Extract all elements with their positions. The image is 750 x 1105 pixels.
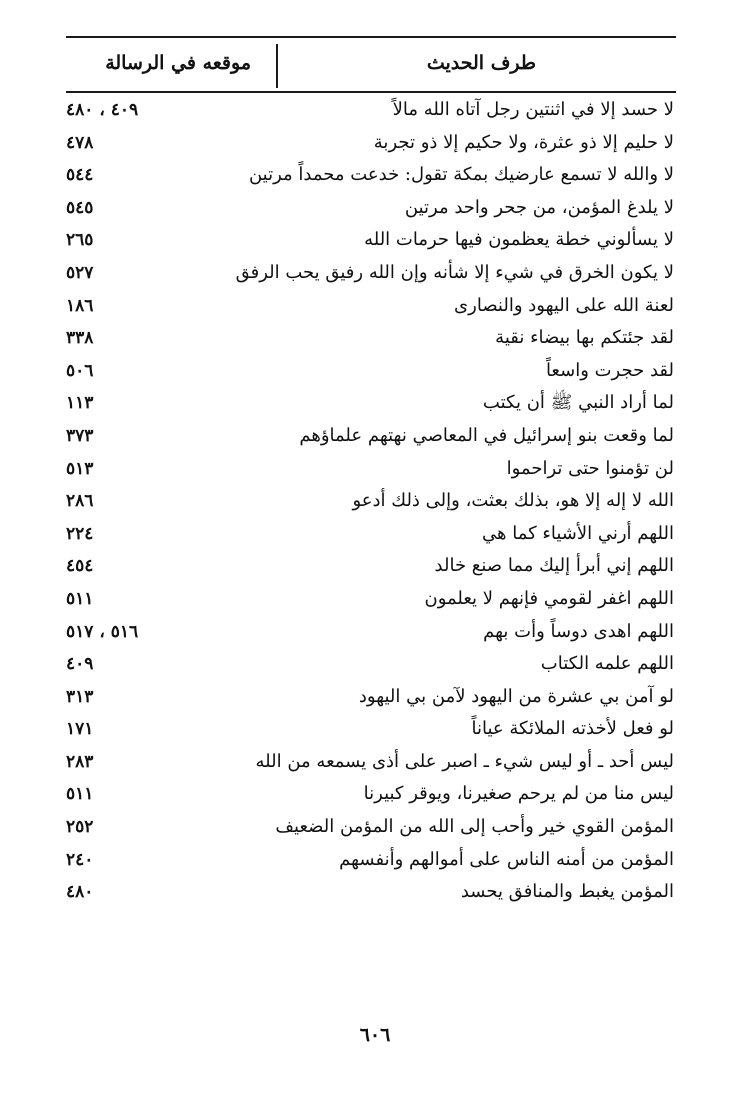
page-reference: ١٨٦ bbox=[66, 295, 94, 316]
hadith-incipit: لما وقعت بنو إسرائيل في المعاصي نهتهم علماؤهم bbox=[299, 424, 674, 446]
page-reference: ٥٤٥ bbox=[66, 197, 94, 218]
hadith-index-list bbox=[66, 95, 676, 910]
page-reference: ٣٧٣ bbox=[66, 425, 94, 446]
location-column-header: موقعه في الرسالة bbox=[105, 52, 251, 74]
page-reference: ٣١٣ bbox=[66, 686, 94, 707]
index-entry bbox=[66, 388, 676, 421]
index-entry bbox=[66, 193, 676, 226]
hadith-incipit: اللهم علمه الكتاب bbox=[540, 653, 674, 675]
page-reference: ٤٥٤ bbox=[66, 556, 94, 577]
index-entry bbox=[66, 747, 676, 780]
hadith-incipit: ليس منا من لم يرحم صغيرنا، ويوقر كبيرنا bbox=[363, 783, 674, 805]
hadith-incipit: لا يكون الخرق في شيء إلا شأنه وإن الله رفيق يحب الرفق bbox=[235, 261, 674, 283]
hadith-incipit: لو فعل لأخذته الملائكة عياناً bbox=[471, 718, 674, 740]
hadith-incipit: لما أراد النبي ﷺ أن يكتب bbox=[482, 392, 674, 414]
page-reference: ٥١٣ bbox=[66, 458, 94, 479]
page-reference: ١٧١ bbox=[66, 719, 94, 740]
page-reference: ٥١٦ ، ٥١٧ bbox=[66, 621, 139, 642]
page-reference: ٥٠٦ bbox=[66, 360, 94, 381]
hadith-incipit: المؤمن القوي خير وأحب إلى الله من المؤمن الضعيف bbox=[275, 816, 674, 838]
index-entry bbox=[66, 421, 676, 454]
page-reference: ٢٨٣ bbox=[66, 751, 94, 772]
page-reference: ٤٠٩ bbox=[66, 654, 94, 675]
hadith-incipit: لقد حجرت واسعاً bbox=[545, 359, 674, 381]
page-reference: ٥٤٤ bbox=[66, 165, 94, 186]
hadith-incipit: اللهم اغفر لقومي فإنهم لا يعلمون bbox=[424, 587, 674, 609]
page-reference: ٥٢٧ bbox=[66, 262, 94, 283]
index-entry bbox=[66, 779, 676, 812]
index-entry bbox=[66, 649, 676, 682]
index-entry bbox=[66, 258, 676, 291]
hadith-incipit: لعنة الله على اليهود والنصارى bbox=[454, 294, 674, 316]
index-entry bbox=[66, 551, 676, 584]
hadith-incipit: ليس أحد ـ أو ليس شيء ـ اصبر على أذى يسمعه من الله bbox=[255, 750, 674, 772]
table-header bbox=[66, 44, 676, 88]
page-reference: ٢٤٠ bbox=[66, 849, 94, 870]
index-entry bbox=[66, 95, 676, 128]
hadith-incipit: لا حليم إلا ذو عثرة، ولا حكيم إلا ذو تجربة bbox=[373, 131, 674, 153]
index-entry bbox=[66, 617, 676, 650]
index-entry bbox=[66, 323, 676, 356]
index-entry bbox=[66, 877, 676, 910]
page-reference: ٤٧٨ bbox=[66, 132, 94, 153]
page-reference: ٢٥٢ bbox=[66, 817, 94, 838]
hadith-column-header: طرف الحديث bbox=[426, 52, 536, 74]
hadith-incipit: لا يسألوني خطة يعظمون فيها حرمات الله bbox=[364, 229, 674, 251]
page-reference: ٤٠٩ ، ٤٨٠ bbox=[66, 100, 139, 120]
index-entry bbox=[66, 291, 676, 324]
top-rule bbox=[66, 36, 676, 38]
index-entry bbox=[66, 682, 676, 715]
hadith-incipit: الله لا إله إلا هو، بذلك بعثت، وإلى ذلك أدعو bbox=[352, 490, 674, 512]
index-entry bbox=[66, 128, 676, 161]
hadith-incipit: لا حسد إلا في اثنتين رجل آتاه الله مالاً bbox=[392, 99, 674, 120]
page-reference: ١١٣ bbox=[66, 393, 94, 414]
index-entry bbox=[66, 454, 676, 487]
hadith-incipit: اللهم إني أبرأ إليك مما صنع خالد bbox=[434, 555, 674, 577]
page-number: ٦٠٦ bbox=[359, 1024, 391, 1046]
hadith-incipit: لو آمن بي عشرة من اليهود لآمن بي اليهود bbox=[358, 685, 674, 707]
page-reference: ٤٨٠ bbox=[66, 882, 94, 903]
page-reference: ٣٣٨ bbox=[66, 328, 94, 349]
page-reference: ٢٨٦ bbox=[66, 491, 94, 512]
page-reference: ٢٢٤ bbox=[66, 523, 94, 544]
hadith-incipit: المؤمن من أمنه الناس على أموالهم وأنفسهم bbox=[339, 848, 674, 870]
index-entry bbox=[66, 356, 676, 389]
page-reference: ٥١١ bbox=[66, 588, 94, 609]
index-entry bbox=[66, 160, 676, 193]
index-entry bbox=[66, 584, 676, 617]
header-column-divider bbox=[276, 44, 278, 88]
index-entry bbox=[66, 714, 676, 747]
header-rule bbox=[66, 91, 676, 93]
hadith-incipit: اللهم أرني الأشياء كما هي bbox=[482, 522, 674, 544]
hadith-incipit: لن تؤمنوا حتى تراحموا bbox=[506, 457, 674, 479]
hadith-incipit: اللهم اهدى دوساً وأت بهم bbox=[483, 620, 674, 642]
hadith-incipit: لا يلدغ المؤمن، من جحر واحد مرتين bbox=[404, 196, 674, 218]
index-entry bbox=[66, 519, 676, 552]
hadith-incipit: المؤمن يغبط والمنافق يحسد bbox=[460, 881, 674, 903]
hadith-incipit: لا والله لا تسمع عارضيك بمكة تقول: خدعت محمداً مرتين bbox=[248, 164, 674, 186]
index-entry bbox=[66, 812, 676, 845]
index-entry bbox=[66, 845, 676, 878]
page-reference: ٢٦٥ bbox=[66, 230, 94, 251]
page-reference: ٥١١ bbox=[66, 784, 94, 805]
index-entry bbox=[66, 486, 676, 519]
hadith-incipit: لقد جئتكم بها بيضاء نقية bbox=[495, 327, 674, 349]
index-entry bbox=[66, 225, 676, 258]
